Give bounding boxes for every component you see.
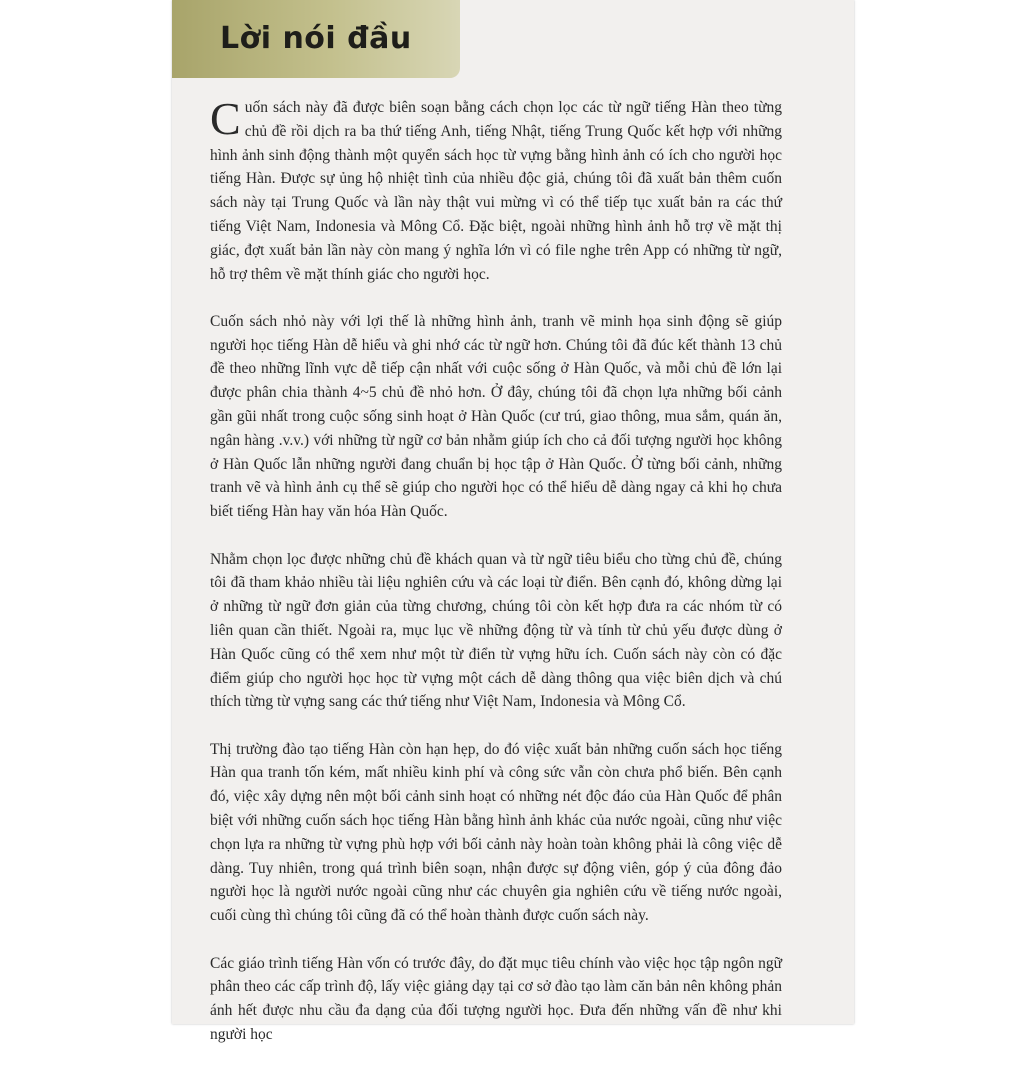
- drop-cap: C: [210, 93, 241, 144]
- paragraph-3: Nhằm chọn lọc được những chủ đề khách quan và từ ngữ tiêu biểu cho từng chủ đề, chúng tôi đã tham khảo nhiều tài liệu nghiên cứu và các loại từ điển. Bên cạnh đó, không dừng lại ở những từ ngữ đơn giản của từng chương, chúng tôi còn kết hợp đưa ra các nhóm từ có liên quan cần thiết. Ngoài ra, mục lục về những động từ và tính từ chủ yếu được dùng ở Hàn Quốc cũng có thể xem như một từ điển từ vựng hữu ích. Cuốn sách này còn có đặc điểm giúp cho người học học từ vựng một cách dễ dàng thông qua việc biên dịch và chú thích từng từ vựng sang các thứ tiếng như Việt Nam, Indonesia và Mông Cổ.: [210, 550, 782, 711]
- book-page: [172, 0, 854, 1043]
- paragraph-4: Thị trường đào tạo tiếng Hàn còn hạn hẹp, do đó việc xuất bản những cuốn sách học tiếng Hàn qua tranh tốn kém, mất nhiều kinh phí và công sức vẫn còn chưa phổ biến. Bên cạnh đó, việc xây dựng nên một bối cảnh sinh hoạt có những nét độc đáo của Hàn Quốc để phân biệt với những cuốn sách học tiếng Hàn bằng hình ảnh khác của nước ngoài, cũng như việc chọn lựa ra những từ vựng phù hợp với bối cảnh này hoàn toàn không phải là công việc dễ dàng. Tuy nhiên, trong quá trình biên soạn, nhận được sự động viên, góp ý của đông đảo người học là người nước ngoài cũng như các chuyên gia nghiên cứu về tiếng nước ngoài, cuối cùng thì chúng tôi cũng đã có thể hoàn thành được cuốn sách này.: [210, 740, 782, 925]
- title-banner: [172, 0, 460, 78]
- paragraph-2: Cuốn sách nhỏ này với lợi thế là những hình ảnh, tranh vẽ minh họa sinh động sẽ giúp người học tiếng Hàn dễ hiểu và ghi nhớ các từ ngữ hơn. Chúng tôi đã đúc kết thành 13 chủ đề theo những lĩnh vực dễ tiếp cận nhất với cuộc sống ở Hàn Quốc, và mỗi chủ đề lớn lại được phân chia thành 4~5 chủ đề nhỏ hơn. Ở đây, chúng tôi đã chọn lựa những bối cảnh gần gũi nhất trong cuộc sống sinh hoạt ở Hàn Quốc (cư trú, giao thông, mua sắm, quán ăn, ngân hàng .v.v.) với những từ ngữ cơ bản nhằm giúp ích cho cả đối tượng người học không ở Hàn Quốc lẫn những người đang chuẩn bị học tập ở Hàn Quốc. Ở từng bối cảnh, những tranh vẽ và hình ảnh cụ thể sẽ giúp cho người học có thể hiểu dễ dàng ngay cả khi họ chưa biết tiếng Hàn hay văn hóa Hàn Quốc.: [210, 312, 782, 521]
- preface-body: [210, 93, 782, 1070]
- paragraph-1: [210, 93, 782, 286]
- page-title: Lời nói đầu: [220, 21, 412, 56]
- paragraph-5: Các giáo trình tiếng Hàn vốn có trước đây, do đặt mục tiêu chính vào việc học tập ngôn ngữ phân theo các cấp trình độ, lấy việc giảng dạy tại cơ sở đào tạo làm căn bản nên không phản ánh hết được nhu cầu đa dạng của đối tượng người học. Đưa đến những vấn đề như khi người học: [210, 954, 782, 1043]
- paragraph-1-text: uốn sách này đã được biên soạn bằng cách chọn lọc các từ ngữ tiếng Hàn theo từng chủ đề rồi dịch ra ba thứ tiếng Anh, tiếng Nhật, tiếng Trung Quốc kết hợp với những hình ảnh sinh động thành một quyển sách học từ vựng bằng hình ảnh có ích cho người học tiếng Hàn. Được sự ủng hộ nhiệt tình của nhiều độc giả, chúng tôi đã xuất bản thêm cuốn sách này tại Trung Quốc và lần này thật vui mừng vì có thể tiếp tục xuất bản ra các thứ tiếng Việt Nam, Indonesia và Mông Cổ. Đặc biệt, ngoài những hình ảnh hỗ trợ về mặt thị giác, đợt xuất bản lần này còn mang ý nghĩa lớn vì có file nghe trên App có những từ ngữ, hỗ trợ thêm về mặt thính giác cho người học.: [210, 99, 782, 283]
